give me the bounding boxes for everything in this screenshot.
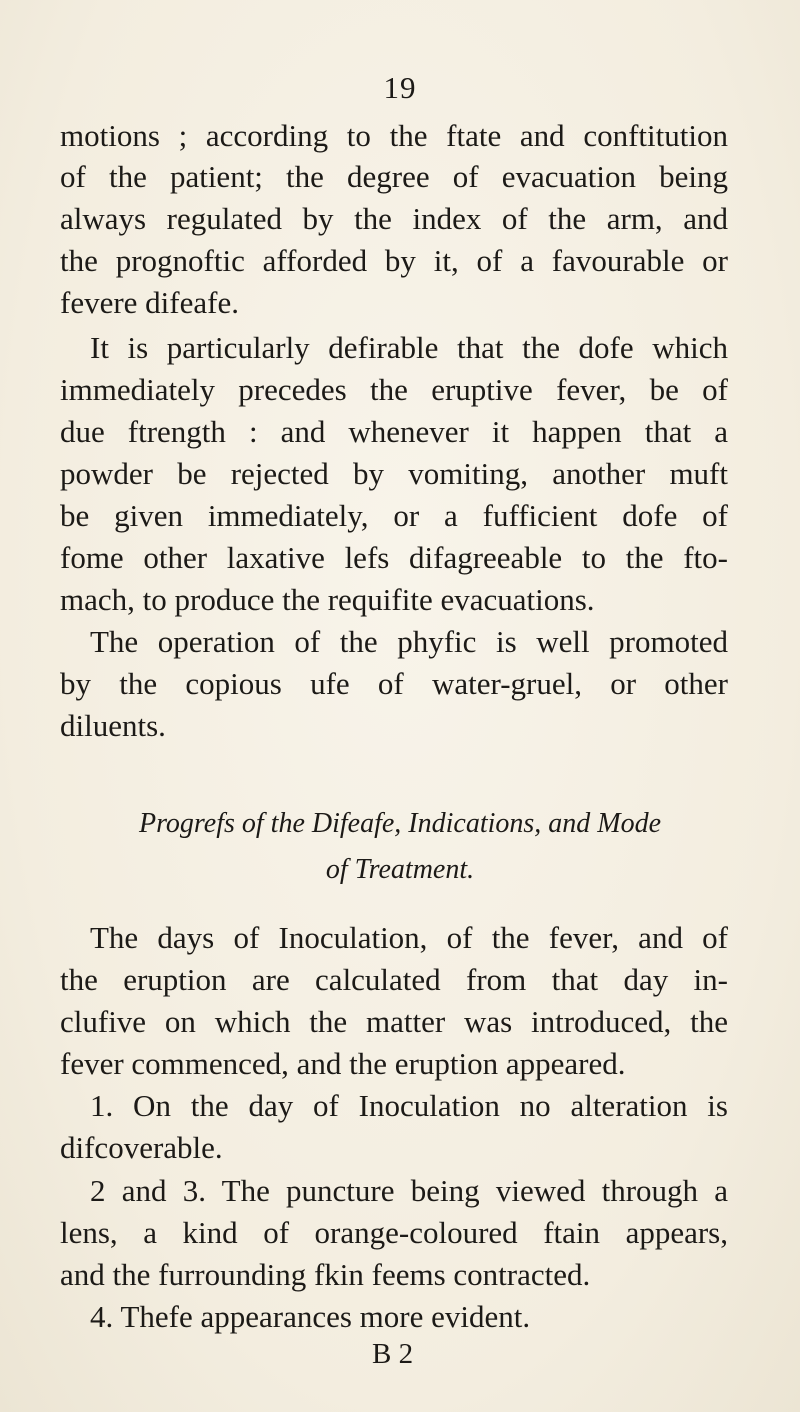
text-line: lens, a kind of orange-coloured ftain appears,: [60, 1215, 728, 1250]
text-line: The days of Inoculation, of the fever, and of: [90, 920, 728, 955]
text-line: the eruption are calculated from that day in-: [60, 962, 728, 997]
text-line: powder be rejected by vomiting, another muft: [60, 456, 728, 491]
text-line: of the patient; the degree of evacuation being: [60, 159, 728, 194]
text-line: fevere difeafe.: [60, 285, 239, 320]
section-heading-continued: of Treatment.: [325, 854, 475, 885]
text-line: 2 and 3. The puncture being viewed through a: [90, 1173, 728, 1208]
text-line: due ftrength : and whenever it happen that a: [60, 414, 728, 449]
text-line: motions ; according to the ftate and conftitution: [60, 118, 728, 153]
text-line: the prognoftic afforded by it, of a favourable or: [60, 243, 728, 278]
text-line: by the copious ufe of water-gruel, or other: [60, 666, 728, 701]
text-line: immediately precedes the eruptive fever, be of: [60, 372, 728, 407]
text-line: fever commenced, and the eruption appeared.: [60, 1046, 626, 1081]
text-line: The operation of the phyfic is well promoted: [90, 624, 728, 659]
signature-mark: B 2: [372, 1338, 414, 1370]
text-line: diluents.: [60, 708, 166, 743]
text-line: and the furrounding fkin feems contracted.: [60, 1257, 591, 1292]
text-line: fome other laxative lefs difagreeable to the fto-: [60, 540, 728, 575]
text-line: clufive on which the matter was introduced, the: [60, 1004, 728, 1039]
text-line: 4. Thefe appearances more evident.: [90, 1299, 531, 1334]
section-heading: Progrefs of the Difeafe, Indications, and Mode: [138, 808, 662, 839]
text-line: mach, to produce the requifite evacuations.: [60, 582, 595, 617]
text-line: It is particularly defirable that the dofe which: [90, 330, 728, 365]
text-line: difcoverable.: [60, 1130, 223, 1165]
text-line: 1. On the day of Inoculation no alteration is: [90, 1088, 728, 1123]
text-line: always regulated by the index of the arm, and: [60, 201, 728, 236]
page-number: 19: [383, 70, 417, 105]
text-line: be given immediately, or a fufficient dofe of: [60, 498, 728, 533]
